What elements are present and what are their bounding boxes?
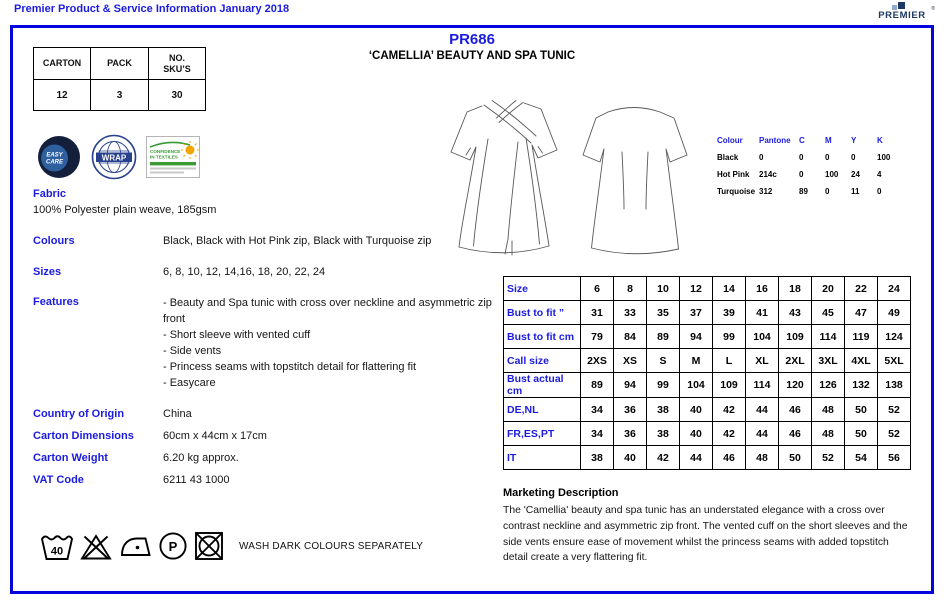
size-cell: 12 <box>680 277 713 301</box>
carton-value-cell: 12 <box>34 80 91 111</box>
pantone-cell: Black <box>717 153 739 162</box>
size-cell: 41 <box>746 301 779 325</box>
carton-value-cell: 30 <box>149 80 206 111</box>
size-cell: 46 <box>713 446 746 470</box>
size-cell: 10 <box>647 277 680 301</box>
size-cell: 94 <box>680 325 713 349</box>
confidence-in-textiles-icon <box>146 136 200 178</box>
features-list <box>163 295 493 391</box>
pantone-table <box>717 136 901 204</box>
size-cell: 44 <box>746 422 779 446</box>
size-cell: S <box>647 349 680 373</box>
carton-dimensions-value: 60cm x 44cm x 17cm <box>163 430 267 442</box>
carton-dimensions-label: Carton Dimensions <box>33 430 134 442</box>
size-row-label: IT <box>504 446 581 470</box>
size-cell: 124 <box>878 325 911 349</box>
size-table-row <box>504 325 911 349</box>
product-name: ‘CAMELLIA’ BEAUTY AND SPA TUNIC <box>368 50 576 62</box>
pantone-header-cell: C <box>799 136 805 145</box>
pantone-cell: 0 <box>759 153 764 162</box>
fabric-label: Fabric <box>33 188 67 200</box>
features-label: Features <box>33 296 79 308</box>
do-not-tumble-dry-icon <box>194 531 224 561</box>
svg-text:WRAP: WRAP <box>101 153 127 163</box>
feature-item: - Side vents <box>163 345 222 357</box>
size-cell: 52 <box>878 422 911 446</box>
size-table-row <box>504 349 911 373</box>
carton-header-cell: PACK <box>91 48 149 80</box>
svg-text:40: 40 <box>50 545 64 558</box>
svg-text:EASY: EASY <box>46 152 63 159</box>
size-cell: 35 <box>647 301 680 325</box>
size-cell: 44 <box>746 398 779 422</box>
size-cell: 46 <box>779 398 812 422</box>
size-row-label: Bust actual cm <box>504 373 581 398</box>
colours-value: Black, Black with Hot Pink zip, Black with Turquoise zip <box>163 235 432 247</box>
size-cell: 18 <box>779 277 812 301</box>
size-cell: 138 <box>878 373 911 398</box>
carton-table <box>33 47 206 111</box>
size-cell: 49 <box>878 301 911 325</box>
size-cell: 16 <box>746 277 779 301</box>
size-table-row <box>504 373 911 398</box>
pantone-cell: 24 <box>851 170 860 179</box>
size-cell: 45 <box>812 301 845 325</box>
tunic-front-drawing <box>451 101 557 256</box>
size-cell: L <box>713 349 746 373</box>
certification-logos <box>36 134 200 180</box>
size-cell: 2XL <box>779 349 812 373</box>
product-code: PR686 <box>449 31 495 48</box>
size-cell: 43 <box>779 301 812 325</box>
size-cell: 24 <box>878 277 911 301</box>
size-cell: 8 <box>614 277 647 301</box>
pantone-cell: 312 <box>759 187 773 196</box>
size-cell: 4XL <box>845 349 878 373</box>
size-cell: 109 <box>713 373 746 398</box>
sizes-label: Sizes <box>33 266 62 278</box>
vat-code-label: VAT Code <box>33 474 84 486</box>
size-cell: 44 <box>680 446 713 470</box>
size-cell: 40 <box>680 398 713 422</box>
size-cell: 38 <box>647 422 680 446</box>
size-cell: 37 <box>680 301 713 325</box>
pantone-cell: 11 <box>851 187 860 196</box>
size-cell: 3XL <box>812 349 845 373</box>
size-cell: 48 <box>812 398 845 422</box>
size-cell: 52 <box>812 446 845 470</box>
carton-weight-label: Carton Weight <box>33 452 108 464</box>
origin-label: Country of Origin <box>33 408 125 420</box>
size-cell: 84 <box>614 325 647 349</box>
sizes-value: 6, 8, 10, 12, 14,16, 18, 20, 22, 24 <box>163 266 326 278</box>
size-cell: 114 <box>812 325 845 349</box>
size-cell: 119 <box>845 325 878 349</box>
vat-code-value: 6211 43 1000 <box>163 474 230 486</box>
size-cell: 42 <box>647 446 680 470</box>
size-row-label: Call size <box>504 349 581 373</box>
size-table-row <box>504 446 911 470</box>
size-row-label: Bust to fit ” <box>504 301 581 325</box>
size-table-row <box>504 301 911 325</box>
size-cell: XL <box>746 349 779 373</box>
feature-item: - Beauty and Spa tunic with cross over neckline and asymmetric zip front <box>163 297 492 325</box>
logo-square-dark <box>898 2 905 9</box>
size-cell: 50 <box>845 398 878 422</box>
pantone-cell: 0 <box>799 153 804 162</box>
size-cell: 31 <box>581 301 614 325</box>
feature-item: - Princess seams with topstitch detail for flattering fit <box>163 361 417 373</box>
size-row-label: Size <box>504 277 581 301</box>
size-cell: 40 <box>680 422 713 446</box>
size-cell: 89 <box>647 325 680 349</box>
feature-item: - Easycare <box>163 377 216 389</box>
fabric-value: 100% Polyester plain weave, 185gsm <box>33 204 217 216</box>
size-cell: 34 <box>581 422 614 446</box>
size-cell: 48 <box>746 446 779 470</box>
feature-item: - Short sleeve with vented cuff <box>163 329 311 341</box>
easy-care-icon <box>36 134 82 180</box>
pantone-cell: 89 <box>799 187 808 196</box>
size-cell: 104 <box>680 373 713 398</box>
size-cell: 50 <box>845 422 878 446</box>
marketing-title: Marketing Description <box>503 487 619 499</box>
size-cell: XS <box>614 349 647 373</box>
dry-clean-p-icon <box>158 531 188 561</box>
size-cell: 14 <box>713 277 746 301</box>
size-cell: 38 <box>581 446 614 470</box>
size-cell: 36 <box>614 422 647 446</box>
size-cell: 22 <box>845 277 878 301</box>
size-cell: 126 <box>812 373 845 398</box>
origin-value: China <box>163 408 192 420</box>
tunic-drawings <box>436 97 702 261</box>
size-cell: 52 <box>878 398 911 422</box>
size-cell: 99 <box>713 325 746 349</box>
svg-text:IN TEXTILES: IN TEXTILES <box>150 154 178 160</box>
tunic-back-drawing <box>583 108 687 254</box>
pantone-cell: 0 <box>851 153 856 162</box>
pantone-cell: 0 <box>877 187 882 196</box>
carton-value-cell: 3 <box>91 80 149 111</box>
size-cell: 132 <box>845 373 878 398</box>
size-cell: 42 <box>713 422 746 446</box>
size-cell: 39 <box>713 301 746 325</box>
size-table-body <box>504 277 911 470</box>
wrap-icon <box>91 134 137 180</box>
marketing-body: The 'Camellia' beauty and spa tunic has an understated elegance with a cross over contrast neckline and asymmetric zip front. The vented cuff on the short sleeves and the side vents ensure ease of movement whilst the princess seams with added topstitch detail create a very flattering fit. <box>503 505 908 564</box>
size-table-row <box>504 398 911 422</box>
pantone-header-cell: M <box>825 136 832 145</box>
size-row-label: Bust to fit cm <box>504 325 581 349</box>
size-cell: 46 <box>779 422 812 446</box>
care-instructions <box>40 531 423 561</box>
pantone-cell: 0 <box>825 187 830 196</box>
pantone-cell: 100 <box>877 153 891 162</box>
carton-header-cell: NO. SKU’S <box>149 48 206 80</box>
size-cell: 36 <box>614 398 647 422</box>
size-row-label: FR,ES,PT <box>504 422 581 446</box>
size-cell: 109 <box>779 325 812 349</box>
size-cell: 6 <box>581 277 614 301</box>
care-note: WASH DARK COLOURS SEPARATELY <box>239 540 424 552</box>
pantone-header-cell: Colour <box>717 136 743 145</box>
svg-text:CONFIDENCE: CONFIDENCE <box>150 149 181 154</box>
pantone-header-cell: K <box>877 136 883 145</box>
size-cell: 42 <box>713 398 746 422</box>
size-cell: 48 <box>812 422 845 446</box>
size-cell: 104 <box>746 325 779 349</box>
size-cell: 79 <box>581 325 614 349</box>
do-not-bleach-icon <box>80 531 112 561</box>
size-cell: 47 <box>845 301 878 325</box>
pantone-cell: 214c <box>759 170 777 179</box>
premier-logo <box>872 2 934 24</box>
size-cell: 89 <box>581 373 614 398</box>
size-cell: 34 <box>581 398 614 422</box>
size-cell: 94 <box>614 373 647 398</box>
pantone-cell: 0 <box>799 170 804 179</box>
page-title: Premier Product & Service Information January 2018 <box>14 3 290 15</box>
svg-text:P: P <box>168 539 178 554</box>
iron-one-dot-icon <box>118 531 152 561</box>
carton-header-cell: CARTON <box>34 48 91 80</box>
size-cell: 54 <box>845 446 878 470</box>
pantone-cell: Turquoise <box>717 187 756 196</box>
size-cell: 2XS <box>581 349 614 373</box>
carton-weight-value: 6.20 kg approx. <box>163 452 239 464</box>
wash-40-icon <box>40 531 74 561</box>
pantone-cell: 0 <box>825 153 830 162</box>
logo-wordmark: PREMIER <box>878 10 926 21</box>
size-cell: 56 <box>878 446 911 470</box>
pantone-header-cell: Pantone <box>759 136 791 145</box>
size-cell: 120 <box>779 373 812 398</box>
pantone-cell: 100 <box>825 170 839 179</box>
size-cell: 50 <box>779 446 812 470</box>
size-table-row <box>504 277 911 301</box>
size-cell: M <box>680 349 713 373</box>
size-cell: 20 <box>812 277 845 301</box>
size-cell: 114 <box>746 373 779 398</box>
size-table-row <box>504 422 911 446</box>
size-cell: 38 <box>647 398 680 422</box>
pantone-header-cell: Y <box>851 136 857 145</box>
size-table <box>503 276 911 470</box>
svg-text:CARE: CARE <box>45 159 64 166</box>
size-cell: 99 <box>647 373 680 398</box>
pantone-cell: 4 <box>877 170 882 179</box>
registered-mark: ® <box>931 6 935 12</box>
size-row-label: DE,NL <box>504 398 581 422</box>
size-cell: 33 <box>614 301 647 325</box>
size-cell: 40 <box>614 446 647 470</box>
size-cell: 5XL <box>878 349 911 373</box>
pantone-cell: Hot Pink <box>717 170 750 179</box>
colours-label: Colours <box>33 235 75 247</box>
